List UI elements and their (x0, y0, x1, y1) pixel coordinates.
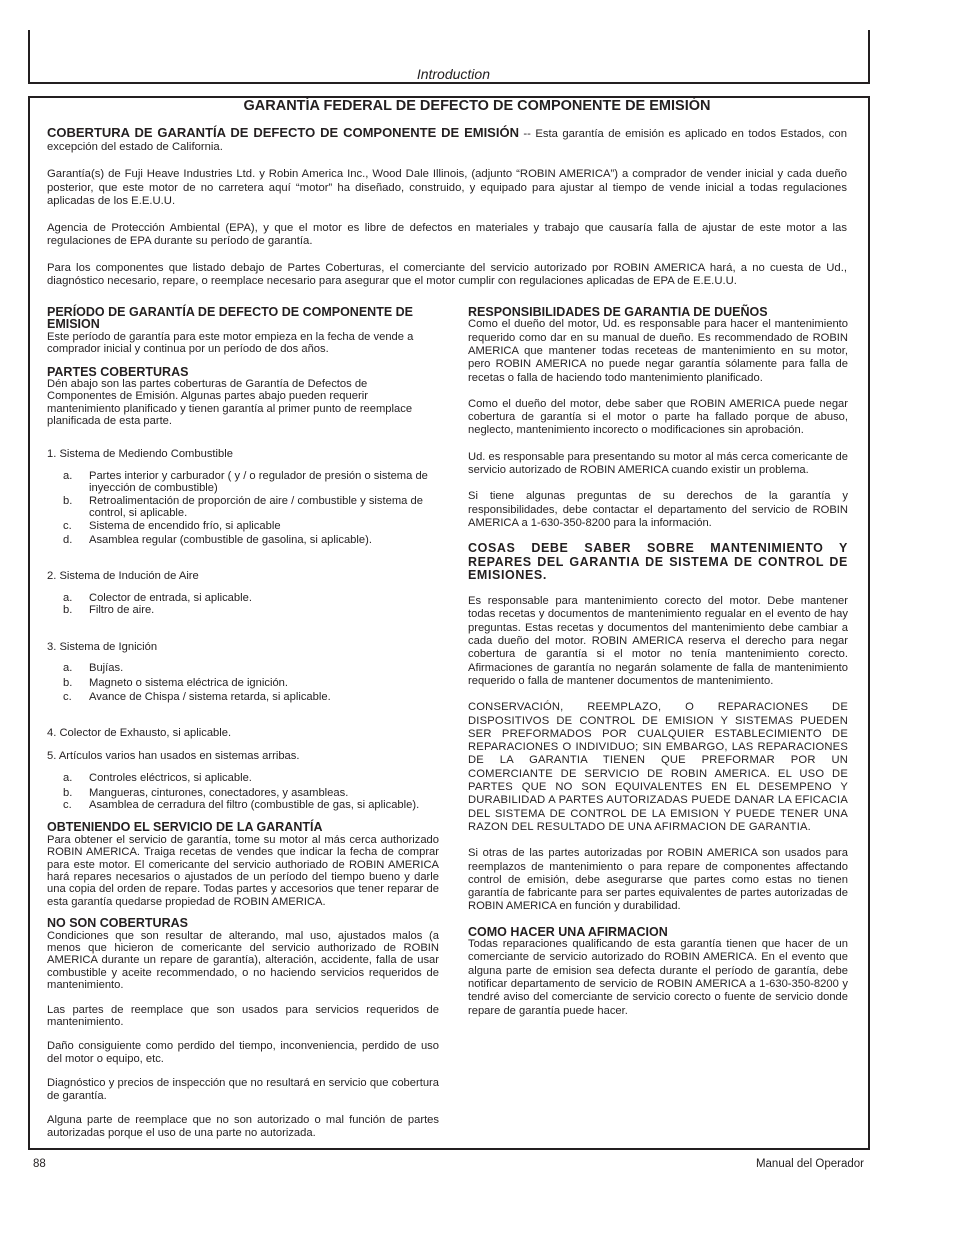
not-covered-text-1: Condiciones que son resultar de alterando, mal uso, ajustados malos (a menos que hicieron de comericante del servicio authorizado de ROBIN AMERICA durante un repare de garantía), alteración, accidente, falla de usar combustible y aceite recommendado, o no haciendo servicios requeridos de mantenimiento. (47, 929, 439, 992)
owner-responsibilities-text-4: Si tiene algunas preguntas de su derechos de la garantía y responsibilidades, debe contactar el departamento del servicio de ROBIN AMERICA a 1-630-350-8200 para la información. (468, 490, 848, 529)
maintenance-text-1: Es responsable para mantenimiento corecto del motor. Debe mantener todas recetas y documentos de mantenimiento regualar en el evento de hay preguntas. Estas recetas y documentos del mantenimiento debe cambiar a cada dueño del motor. ROBIN AMERICA reserva el derecho para negar cobertura de garantía si el motor no tenía mantenimiento corecto. Afirmaciones de garantía no negarán solamente de falla de mantenimiento requerido o falla de mantener documentos de mantenimiento. (468, 595, 848, 687)
not-covered-heading: NO SON COBERTURAS (47, 916, 188, 931)
list-item: 1. Sistema de Mediendo Combustible (47, 447, 233, 460)
list-item: c. Asamblea de cerradura del filtro (combustible de gas, si aplicable). (63, 798, 420, 811)
right-column (468, 306, 848, 1018)
manual-name: Manual del Operador (755, 1158, 864, 1170)
covered-parts-text: Dén abajo son las partes coberturas de Garantía de Defectos de Componentes de Emisión. Algunas partes abajo pueden requerir mantenimiento planificado y tienen garantía al primer punto de reemplace planificada de esta parte. (47, 378, 413, 428)
page-number: 88 (33, 1158, 46, 1170)
list-item: a. Partes interior y carburador ( y / o regulador de presión o sistema de inyección de combustible) (63, 470, 428, 495)
list-item: 5. Artículos varios han usados en sistemas arribas. (47, 749, 300, 762)
list-item: a. Controles eléctricos, si aplicable. (63, 772, 252, 785)
list-item: a. Bujías. (63, 662, 124, 675)
maintenance-heading: COSAS DEBE SABER SOBRE MANTENIMIENTO Y REPARES DEL GARANTIA DE SISTEMA DE CONTROL DE EMISIONES. (468, 541, 848, 582)
maintenance-text-2: CONSERVACIÓN, REEMPLAZO, O REPARACIONES DE DISPOSITIVOS DE CONTROL DE EMISION Y SISTEMAS PUEDEN SER PREFORMADOS POR CUALQUIER ESTABLECIMIENTO DE REPARACIONES O INDIVIDUO; SIN EMBARGO, LAS REPARACIONES DE LA GARANTIA TIENEN QUE PREFORMAR POR UN COMERCIANTE DE SERVICIO DE ROBIN AMERICA. EL USO DE PARTES QUE NO SON EQUIVALENTES EN EL DESEMPENO Y DURABILIDAD A PARTES AUTORIZADAS PUEDE DANAR LA EFICACIA DEL SISTEMA DE CONTROL DE LA EMISION Y PUEDE TENER UNA RAZON DEL RESULTADO DE UNA AFIRMACION DE GARANTIA. (468, 701, 848, 833)
not-covered-text-3: Daño consiguiente como perdido del tiempo, inconveniencia, perdido de uso del motor o equipo, etc. (47, 1040, 439, 1065)
covered-parts-heading: PARTES COBERTURAS (47, 364, 189, 379)
list-item: c. Sistema de encendido frío, si aplicable (63, 519, 281, 532)
intro-section (47, 126, 847, 302)
owner-responsibilities-text-3: Ud. es responsable para presentando su motor al más cerca comericante de servicio autorizado de ROBIN AMERICA cuando existir un problema. (468, 450, 848, 477)
list-item: d. Asamblea regular (combustible de gasolina, si aplicable). (63, 534, 372, 547)
maintenance-text-3: Si otras de las partes autorizadas por ROBIN AMERICA son usados para reemplazos de mantenimiento o para repare de componentes affectando control de emisión, debe asegurarse que partes como estas no tienen garantía de fabricante para ser partes equivalentes de partes autorizadas de ROBIN AMERICA en función y durabilidad. (468, 847, 848, 913)
obtaining-service-text: Para obtener el servicio de garantía, tome su motor al más cerca authorizado ROBIN AMERICA. Traiga recetas de vendes que indicar la fecha de comprar para este motor. El comericante del servicio authoriado de ROBIN AMERICA hará repares necesarios o ajustados de un período del tiempo bueno y darle una copia del orden de repare. Todas partes y accesorios que tener reparar de esta garantía quedarse propiedad de ROBIN AMERICA. (47, 833, 439, 908)
owner-responsibilities-text-2: Como el dueño del motor, debe saber que ROBIN AMERICA puede negar cobertura de garantía si el motor o parte ha fallado porque de abuso, neglecto, mantenimiento incorecto o modificaciones sin aprobación. (468, 397, 848, 437)
page-title: GARANTÍA FEDERAL DE DEFECTO DE COMPONENTE DE EMISIÓN (243, 98, 711, 114)
list-item: b. Mangueras, cinturones, conectadores, y asambleas. (63, 786, 349, 799)
claim-text: Todas reparaciones qualificando de esta garantía tienen que hacer de un comerciante de servicio autorizado do ROBIN AMERICA. En el evento que alguna parte de emision sea defecta durante el período de garantía, debe notificar departamento de servicio de ROBIN AMERICA a 1-630-350-8200 y tendré aviso del comerciante de servicio corecto o fuente de servicio donde repare de garantía puede hacer. (468, 938, 848, 1017)
owner-responsibilities-text-1: Como el dueño del motor, Ud. es responsable para hacer el mantenimiento requerido como dar en su manual de dueño. Es recommendado de ROBIN AMERICA que mantener todas receteas de mantenimiento en su motor, pero ROBIN AMERICA no puede negar garantía sólamente para falla de recetas o falla de haciendo todo mantenimiento planificado. (468, 318, 848, 384)
list-item: b. Retroalimentación de proporción de aire / combustible y sistema de control, si aplicable. (63, 494, 423, 520)
obtaining-service-heading: OBTENIENDO EL SERVICIO DE LA GARANTÍA (47, 820, 323, 835)
not-covered-text-4: Diagnóstico y precios de inspección que no resultará en servicio que cobertura de garantía. (47, 1077, 439, 1102)
list-item: b. Magneto o sistema eléctrica de ignición. (63, 676, 288, 689)
list-item: 2. Sistema de Indución de Aire (47, 569, 199, 582)
list-item: 3. Sistema de Ignición (47, 640, 158, 653)
heading-separator: -- (518, 128, 536, 140)
list-item: a. Colector de entrada, si aplicable. (63, 591, 252, 604)
list-item: b. Filtro de aire. (63, 604, 155, 617)
warranty-period-heading: PERÍODO DE GARANTÍA DE DEFECTO DE COMPONENTE DE EMISION (47, 305, 414, 332)
left-column (47, 306, 439, 1139)
not-covered-text-2: Las partes de reemplace que son usados para servicios requeridos de mantenimiento. (47, 1003, 439, 1029)
intro-paragraph-2: Garantía(s) de Fuji Heave Industries Ltd. y Robin America Inc., Wood Dale Illinois, (adjunto “ROBIN AMERICA”) a comprador de vender inicial y cada dueño posterior, que este motor de no carretera aquí “motor” ha diseñado, construido, y equipado para ajustar al tiempo de vende inicial a todas regulaciones aplicadas de los E.E.U.U. (47, 168, 847, 208)
list-item: c. Avance de Chispa / sistema retarda, si aplicable. (63, 690, 331, 703)
not-covered-text-5: Alguna parte de reemplace que no son autorizado o mal función de partes autorizadas porque el uso de una parte no autorizada. (47, 1114, 439, 1139)
section-title: Introduction (416, 66, 490, 82)
owner-responsibilities-heading: RESPONSIBILIDADES DE GARANTIA DE DUEÑOS (468, 305, 768, 319)
warranty-period-text: Este período de garantía para este motor empieza en la fecha de vende a comprador inicial y continua por un período de dos años. (47, 330, 414, 356)
list-item: 4. Colector de Exhausto, si aplicable. (47, 727, 232, 740)
claim-heading: COMO HACER UNA AFIRMACION (468, 924, 668, 939)
intro-paragraph-4: Para los componentes que listado debajo de Partes Coberturas, el comerciante del servicio autorizado por ROBIN AMERICA hará, a no cuesta de Ud., diagnóstico necesario, repare, o reemplace necesario para asegurar que el motor cumplir con regulaciones aplicadas de EPA de E.E.U.U. (47, 262, 847, 288)
coverage-text: Esta garantía de emisión es aplicado en todos Estados, con excepción del estado de California. (47, 128, 847, 154)
intro-paragraph-3: Agencia de Protección Ambiental (EPA), y que el motor es libre de defectos en materiales y trabajo que causaría falla de ajustar de este motor a las regulaciones de EPA durante su período de garantía. (47, 221, 847, 248)
coverage-heading: COBERTURA DE GARANTÍA DE DEFECTO DE COMPONENTE DE EMISIÓN (47, 125, 519, 140)
intro-paragraph-1 (47, 126, 847, 155)
